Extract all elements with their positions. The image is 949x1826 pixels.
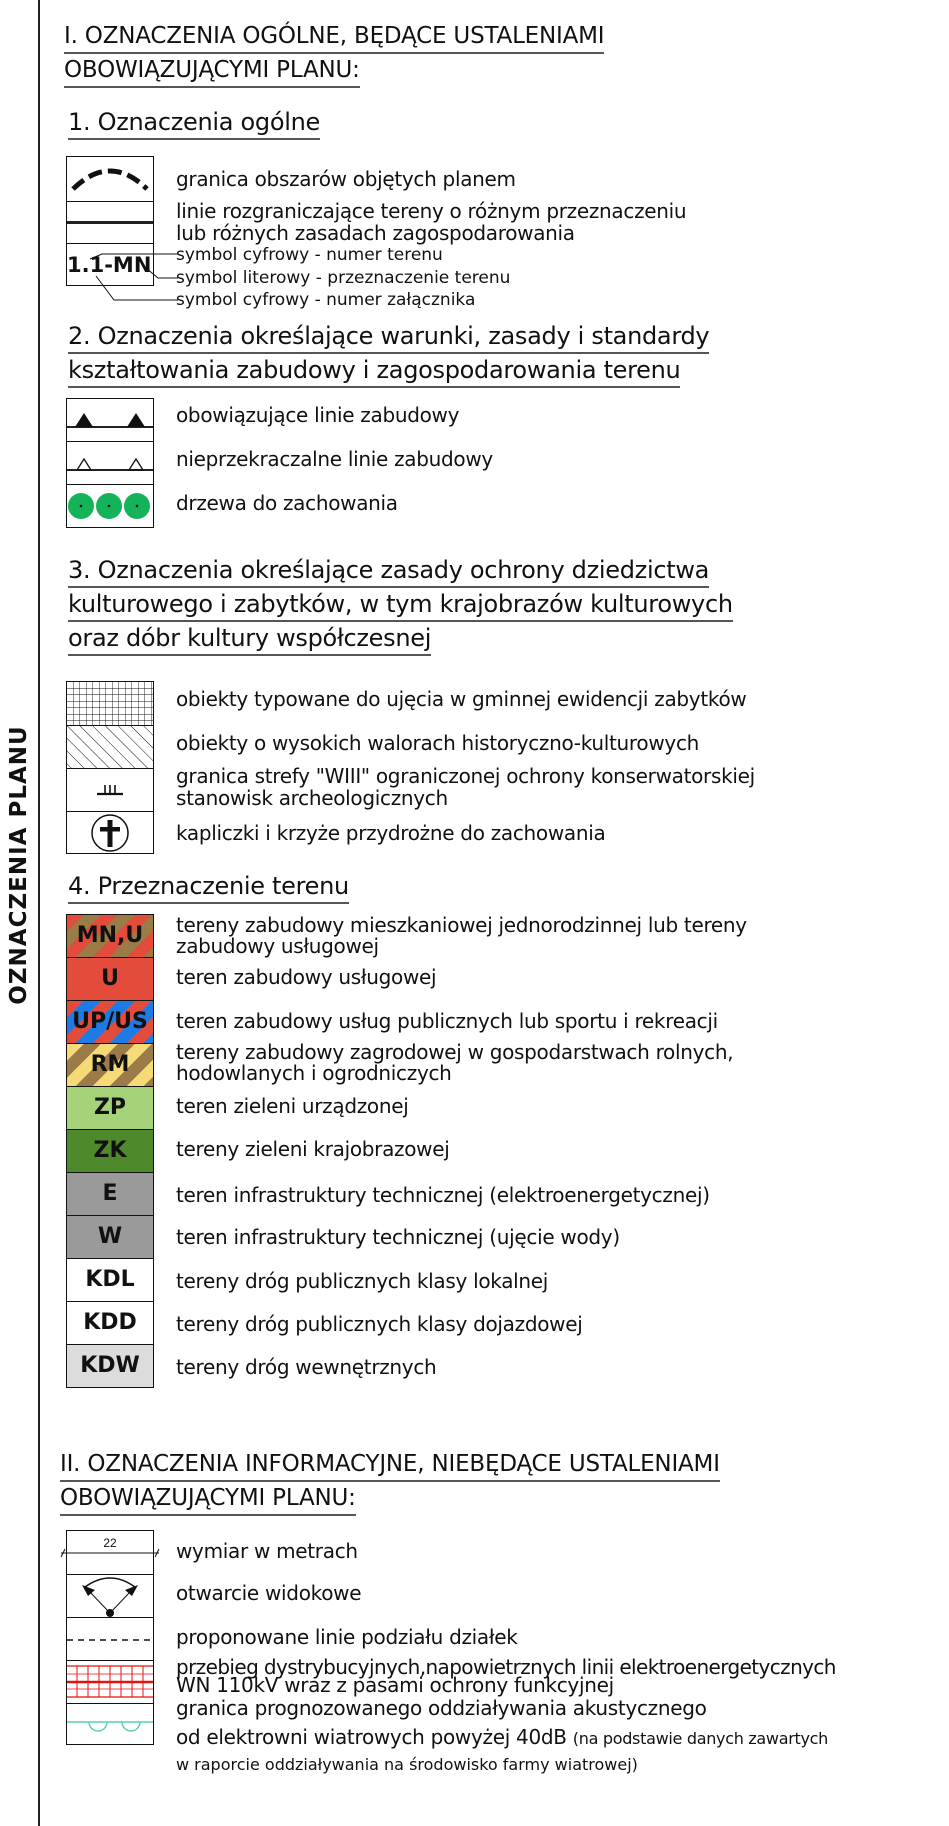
land-use-code: U bbox=[101, 966, 119, 991]
land-use-swatch-kdw bbox=[66, 1344, 154, 1388]
land-use-rm-line2: hodowlanych i ogrodniczych bbox=[176, 1061, 452, 1085]
item-chapels: kapliczki i krzyże przydrożne do zachowania bbox=[176, 821, 606, 845]
mandatory-line-symbol bbox=[67, 399, 153, 441]
land-use-mnu-line1: tereny zabudowy mieszkaniowej jednorodzinnej lub tereny bbox=[176, 913, 747, 937]
legend-box-building-lines bbox=[66, 398, 154, 528]
view-opening-icon bbox=[67, 1575, 153, 1618]
info-view-opening: otwarcie widokowe bbox=[176, 1581, 362, 1605]
side-title: OZNACZENIA PLANU bbox=[6, 725, 32, 1005]
info-power-line-1: przebieg dystrybucyjnych,napowietrznych linii elektroenergetycznych bbox=[176, 1655, 836, 1679]
power-line-icon bbox=[67, 1661, 153, 1704]
info-power-line-2: WN 110kV wraz z pasami ochrony funkcyjnej bbox=[176, 1673, 614, 1697]
land-use-w: teren infrastruktury technicznej (ujęcie wody) bbox=[176, 1225, 620, 1249]
sub1-title: 1. Oznaczenia ogólne bbox=[68, 106, 320, 140]
dimension-symbol bbox=[67, 1531, 153, 1574]
item-archaeology-zone-1: granica strefy "WIII" ograniczonej ochrony konserwatorskiej bbox=[176, 764, 755, 788]
trees-symbol bbox=[67, 484, 153, 527]
land-use-swatch-zp bbox=[66, 1086, 154, 1130]
land-use-zk: tereny zieleni krajobrazowej bbox=[176, 1137, 450, 1161]
land-use-code: ZP bbox=[93, 1095, 127, 1120]
archaeology-zone-icon bbox=[67, 769, 153, 811]
dimension-value: 22 bbox=[103, 1536, 117, 1550]
info-acoustic-note-2: w raporcie oddziaływania na środowisko farmy wiatrowej) bbox=[176, 1755, 638, 1774]
land-use-swatch-u bbox=[66, 957, 154, 1001]
item-mandatory-lines: obowiązujące linie zabudowy bbox=[176, 403, 460, 427]
historic-objects-symbol bbox=[67, 725, 153, 768]
max-line-icon bbox=[67, 442, 153, 484]
power-line-symbol bbox=[67, 1660, 153, 1703]
item-archaeology-zone-2: stanowisk archeologicznych bbox=[176, 786, 448, 810]
item-register-objects: obiekty typowane do ujęcia w gminnej ewidencji zabytków bbox=[176, 687, 747, 711]
land-use-rm-line1: tereny zabudowy zagrodowej w gospodarstwach rolnych, bbox=[176, 1040, 734, 1064]
chapels-symbol bbox=[67, 811, 153, 853]
register-objects-symbol bbox=[67, 682, 153, 725]
info-acoustic-2 bbox=[176, 1726, 828, 1750]
land-use-code: E bbox=[102, 1181, 118, 1206]
land-use-swatch-zk bbox=[66, 1129, 154, 1173]
land-use-code: W bbox=[97, 1224, 123, 1249]
legend-box-informational bbox=[66, 1530, 154, 1745]
item-plan-boundary: granica obszarów objętych planem bbox=[176, 167, 516, 191]
item-trees: drzewa do zachowania bbox=[176, 491, 398, 515]
cross-icon bbox=[67, 812, 153, 854]
item-symbol-attachment: symbol cyfrowy - numer załącznika bbox=[176, 290, 476, 310]
grid-hatch-icon bbox=[67, 682, 153, 725]
acoustic-boundary-symbol bbox=[67, 1703, 153, 1744]
section1-title-line2: OBOWIĄZUJĄCYMI PLANU: bbox=[64, 54, 360, 88]
symbol-example-label: 1.1-MN bbox=[67, 253, 152, 277]
land-use-upus: teren zabudowy usług publicznych lub sportu i rekreacji bbox=[176, 1009, 718, 1033]
acoustic-boundary-icon bbox=[67, 1704, 153, 1744]
side-border-line bbox=[38, 0, 40, 1826]
item-boundary-lines-1: linie rozgraniczające tereny o różnym przeznaczeniu bbox=[176, 199, 687, 223]
info-dimension: wymiar w metrach bbox=[176, 1539, 358, 1563]
land-use-kdd: tereny dróg publicznych klasy dojazdowej bbox=[176, 1312, 583, 1336]
land-use-u: teren zabudowy usługowej bbox=[176, 965, 437, 989]
land-use-e: teren infrastruktury technicznej (elektroenergetycznej) bbox=[176, 1183, 710, 1207]
land-use-kdw: tereny dróg wewnętrznych bbox=[176, 1355, 437, 1379]
boundary-line-icon bbox=[67, 221, 153, 224]
dashed-line-icon bbox=[67, 1618, 153, 1661]
mandatory-line-icon bbox=[67, 399, 153, 441]
land-use-code: MN,U bbox=[76, 923, 144, 948]
land-use-swatch-rm bbox=[66, 1043, 154, 1087]
land-use-swatch-mnu bbox=[66, 914, 154, 958]
max-line-symbol bbox=[67, 441, 153, 484]
land-use-code: KDL bbox=[85, 1267, 135, 1292]
land-use-swatch-kdd bbox=[66, 1301, 154, 1345]
boundary-line-symbol bbox=[67, 201, 153, 243]
info-acoustic-2-main: od elektrowni wiatrowych powyżej 40dB bbox=[176, 1725, 567, 1749]
sub3-title-line2: kulturowego i zabytków, w tym krajobrazów kulturowych bbox=[68, 588, 733, 622]
diagonal-hatch-icon bbox=[67, 726, 153, 768]
land-use-swatch-upus bbox=[66, 1000, 154, 1044]
land-use-code: KDD bbox=[83, 1310, 137, 1335]
info-acoustic-note-1: (na podstawie danych zawartych bbox=[572, 1729, 828, 1748]
archaeology-zone-symbol bbox=[67, 768, 153, 811]
info-parcel-lines: proponowane linie podziału działek bbox=[176, 1625, 518, 1649]
sub2-title-line1: 2. Oznaczenia określające warunki, zasady i standardy bbox=[68, 320, 709, 354]
item-symbol-letter: symbol literowy - przeznaczenie terenu bbox=[176, 268, 511, 288]
symbol-leader-lines bbox=[66, 240, 186, 310]
land-use-code: UP/US bbox=[72, 1009, 148, 1034]
sub3-title-line1: 3. Oznaczenia określające zasady ochrony dziedzictwa bbox=[68, 554, 709, 588]
plan-boundary-symbol bbox=[67, 157, 153, 201]
view-opening-symbol bbox=[67, 1574, 153, 1617]
section2-title-line1: II. OZNACZENIA INFORMACYJNE, NIEBĘDĄCE USTALENIAMI bbox=[60, 1448, 720, 1482]
section2-title-line2: OBOWIĄZUJĄCYMI PLANU: bbox=[60, 1482, 356, 1516]
land-use-zp: teren zieleni urządzonej bbox=[176, 1094, 409, 1118]
item-boundary-lines-2: lub różnych zasadach zagospodarowania bbox=[176, 221, 575, 245]
info-acoustic-1: granica prognozowanego oddziaływania akustycznego bbox=[176, 1696, 707, 1720]
land-use-swatch-w bbox=[66, 1215, 154, 1259]
section1-title-line1: I. OZNACZENIA OGÓLNE, BĘDĄCE USTALENIAMI bbox=[64, 20, 604, 54]
land-use-kdl: tereny dróg publicznych klasy lokalnej bbox=[176, 1269, 549, 1293]
plan-boundary-icon bbox=[67, 157, 153, 199]
land-use-swatch-e bbox=[66, 1172, 154, 1216]
item-symbol-number: symbol cyfrowy - numer terenu bbox=[176, 245, 443, 265]
land-use-swatch-kdl bbox=[66, 1258, 154, 1302]
sub3-title-line3: oraz dóbr kultury współczesnej bbox=[68, 622, 431, 656]
land-use-mnu-line2: zabudowy usługowej bbox=[176, 934, 379, 958]
legend-box-heritage bbox=[66, 681, 154, 854]
item-max-lines: nieprzekraczalne linie zabudowy bbox=[176, 447, 493, 471]
tree-icon bbox=[67, 485, 153, 527]
land-use-code: RM bbox=[90, 1052, 130, 1077]
sub4-title: 4. Przeznaczenie terenu bbox=[68, 870, 349, 904]
land-use-code: KDW bbox=[80, 1353, 140, 1378]
item-historic-objects: obiekty o wysokich walorach historyczno-kulturowych bbox=[176, 731, 700, 755]
sub2-title-line2: kształtowania zabudowy i zagospodarowania terenu bbox=[68, 354, 680, 388]
land-use-code: ZK bbox=[93, 1138, 127, 1163]
parcel-lines-symbol bbox=[67, 1617, 153, 1660]
